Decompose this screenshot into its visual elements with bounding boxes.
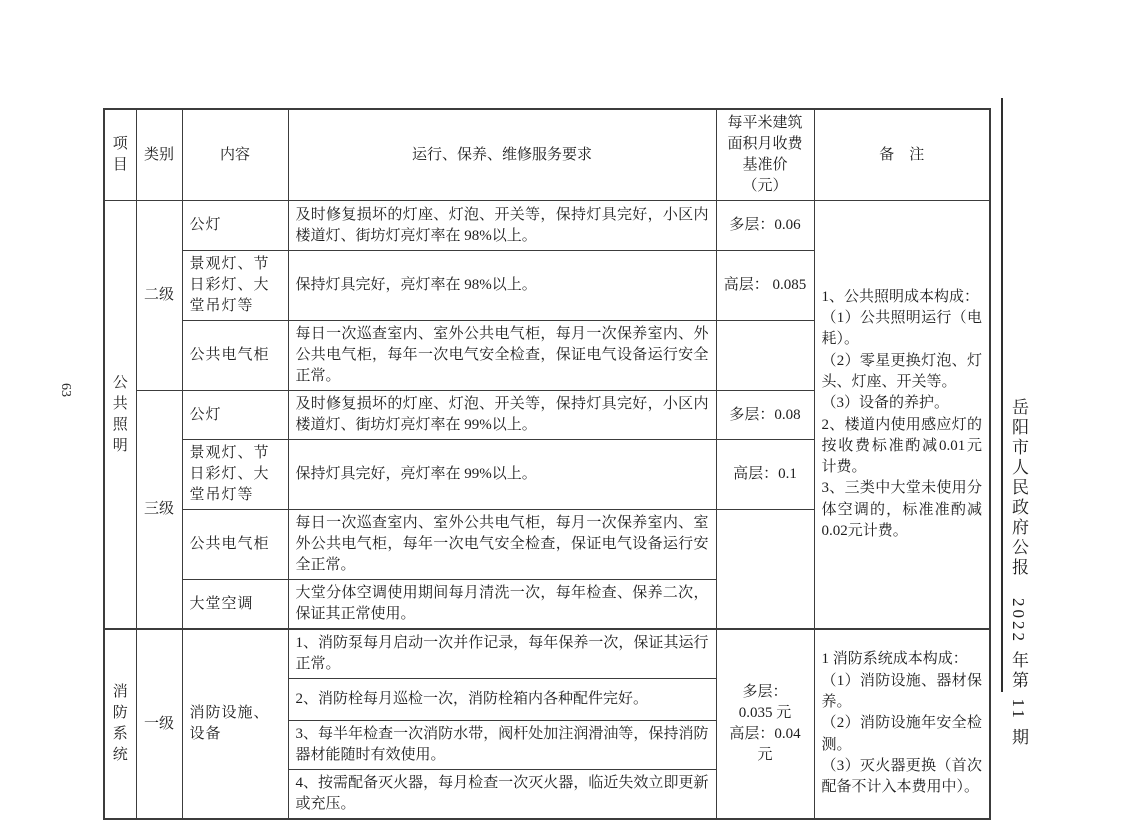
cell-content: 大堂空调 — [182, 580, 288, 630]
cell-content: 景观灯、节日彩灯、大堂吊灯等 — [182, 440, 288, 510]
price-line: 高层：0.04 — [729, 726, 801, 742]
service-standards-table — [103, 108, 991, 820]
cell-requirement: 每日一次巡查室内、室外公共电气柜，每月一次保养室内、室外公共电气柜，每年一次电气安全检查，保证电气设备运行安全正常。 — [288, 510, 716, 580]
project-public-lighting: 公共照明 — [104, 201, 136, 630]
cell-requirement: 及时修复损坏的灯座、灯泡、开关等，保持灯具完好，小区内楼道灯、街坊灯亮灯率在 99%以上。 — [288, 391, 716, 440]
cell-content: 公灯 — [182, 201, 288, 251]
category-level1: 一级 — [136, 629, 182, 819]
remark-line: 3、三类中大堂未使用分体空调的，标准准酌减0.02元计费。 — [821, 480, 982, 539]
sidebar-divider — [1001, 98, 1003, 692]
cell-requirement: 1、消防泵每月启动一次并作记录，每年保养一次，保证其运行正常。 — [288, 629, 716, 679]
remark-line: （3）灭火器更换（首次配备不计入本费用中）。 — [821, 757, 982, 796]
header-project: 项目 — [104, 109, 136, 201]
remarks-public-lighting — [814, 201, 990, 630]
remarks-fire-system — [814, 629, 990, 819]
cell-requirement: 大堂分体空调使用期间每月清洗一次，每年检查、保养二次，保证其正常使用。 — [288, 580, 716, 630]
cell-price: 多层：0.08 — [716, 391, 814, 440]
cell-price-empty — [716, 510, 814, 630]
remark-line: 2、楼道内使用感应灯的按收费标准酌减0.01元计费。 — [821, 416, 982, 476]
page-number: 63 — [58, 383, 73, 397]
header-price — [716, 109, 814, 201]
price-line: 多层： — [742, 684, 788, 700]
header-remarks: 备 注 — [814, 109, 990, 201]
project-fire-system: 消防系统 — [104, 629, 136, 819]
header-price-text: 每平米建筑面积月收费基准价（元） — [727, 115, 803, 194]
remark-line: 1、公共照明成本构成： — [821, 288, 980, 305]
cell-price: 高层： 0.085 — [716, 251, 814, 321]
header-requirements: 运行、保养、维修服务要求 — [288, 109, 716, 201]
cell-requirement: 及时修复损坏的灯座、灯泡、开关等，保持灯具完好，小区内楼道灯、街坊灯亮灯率在 98%以上。 — [288, 201, 716, 251]
cell-price: 高层：0.1 — [716, 440, 814, 510]
category-level2: 二级 — [136, 201, 182, 391]
journal-title-vertical: 岳阳市人民政府公报 2022 年第 11 期 — [1009, 398, 1028, 749]
cell-content: 公共电气柜 — [182, 321, 288, 391]
cell-requirement: 4、按需配备灭火器，每月检查一次灭火器，临近失效立即更新或充压。 — [288, 770, 716, 820]
category-level3: 三级 — [136, 391, 182, 630]
remark-line: （1）消防设施、器材保养。 — [821, 672, 982, 711]
remark-line: （2）零星更换灯泡、灯头、灯座、开关等。 — [821, 352, 982, 390]
price-line: 0.035 元 — [738, 705, 792, 721]
cell-requirement: 保持灯具完好，亮灯率在 98%以上。 — [288, 251, 716, 321]
table-row — [104, 201, 990, 251]
cell-requirement: 每日一次巡查室内、室外公共电气柜，每月一次保养室内、外公共电气柜，每年一次电气安全检查，保证电气设备运行安全正常。 — [288, 321, 716, 391]
remark-line: （1）公共照明运行（电耗）。 — [821, 310, 982, 348]
cell-price: 多层：0.06 — [716, 201, 814, 251]
cell-content: 公灯 — [182, 391, 288, 440]
cell-content-fire: 消防设施、设备 — [182, 629, 288, 819]
cell-content: 景观灯、节日彩灯、大堂吊灯等 — [182, 251, 288, 321]
cell-requirement: 保持灯具完好，亮灯率在 99%以上。 — [288, 440, 716, 510]
cell-requirement: 2、消防栓每月巡检一次，消防栓箱内各种配件完好。 — [288, 679, 716, 721]
cell-price-empty — [716, 321, 814, 391]
price-line: 元 — [757, 747, 773, 763]
cell-content: 公共电气柜 — [182, 510, 288, 580]
remark-line: （2）消防设施年安全检测。 — [821, 715, 982, 753]
header-row — [104, 109, 990, 201]
header-category: 类别 — [136, 109, 182, 201]
remark-line: 1 消防系统成本构成： — [821, 651, 968, 668]
cell-price-fire — [716, 629, 814, 819]
header-content: 内容 — [182, 109, 288, 201]
table-row — [104, 629, 990, 679]
cell-requirement: 3、每半年检查一次消防水带，阀杆处加注润滑油等，保持消防器材能随时有效使用。 — [288, 721, 716, 770]
remark-line: （3）设备的养护。 — [821, 395, 950, 412]
